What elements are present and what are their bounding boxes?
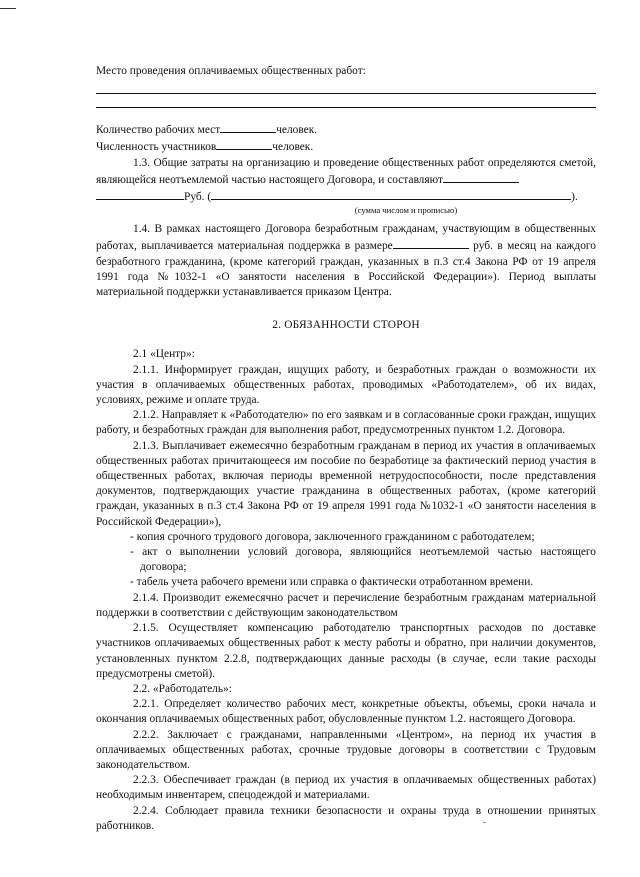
participants-unit: человек. — [272, 141, 314, 154]
clause-1-4-text-a: 1.4. В рамках настоящего Договора безработным гражданам, участвующим в общественных работах, выплачивается материальная поддержка в размере — [96, 223, 596, 253]
list-item: - табель учета рабочего времени или справка о фактически отработанном времени. — [130, 576, 534, 589]
documents-list — [96, 530, 596, 591]
clause-2-1-3: 2.1.3. Выплачивает ежемесячно безработным гражданам в период их участия в оплачиваемых общественных работах причитающееся им пособие по безработице за фактический период участия в общественных работах, включая периоды временной нетрудоспособности, после представления документов, подтверждающих участие гражданина в общественных работах, (кроме категорий граждан, указанных в п.3 ст.4 Закона РФ от 19 апреля 1991 года №1032-1 «О занятости населения в Российской Федерации»), — [96, 439, 596, 528]
workplaces-unit: человек. — [276, 124, 318, 137]
clause-2-1: 2.1 «Центр»: — [133, 348, 195, 361]
clause-2-1-1: 2.1.1. Информирует граждан, ищущих работу, и безработных граждан о возможности их участия в оплачиваемых общественных работах, проводимых «Работодателем», об их видах, условиях, режиме и оплате труда. — [96, 363, 596, 407]
clause-1-3 — [96, 156, 596, 206]
workplaces-label: Количество рабочих мест — [96, 124, 221, 137]
clause-2-2-3: 2.2.3. Обеспечивает граждан (в период их участия в оплачиваемых общественных работах) необходимым инвентарем, спецодеждой и материалами. — [96, 774, 596, 802]
clause-2-1-2: 2.1.2. Направляет к «Работодателю» по его заявкам и в согласованные сроки граждан, ищущих работу, и безработных граждан для выполнения работ, предусмотренных пунктом 1.2. Договора. — [96, 409, 596, 437]
section-2-title: 2. ОБЯЗАННОСТИ СТОРОН — [272, 319, 420, 332]
clause-1-3-blank-b — [96, 188, 184, 200]
list-item: - акт о выполнении условий договора, являющийся неотъемлемой частью настоящего договора; — [130, 546, 596, 574]
sum-caption: (сумма числом и прописью) — [354, 205, 458, 216]
scan-speck — [483, 822, 486, 823]
clause-1-3-close: ). — [571, 191, 578, 204]
clause-1-3-currency: Руб. ( — [184, 191, 212, 204]
clause-2-2-1: 2.2.1. Определяет количество рабочих мест, конкретные объекты, объемы, сроки начала и окончания оплачиваемых общественных работ, обусловленные пунктом 1.2. настоящего Договора. — [96, 698, 596, 726]
clause-2-2: 2.2. «Работодатель»: — [133, 682, 232, 695]
clause-1-3-blank-c — [211, 188, 571, 200]
participants-line — [96, 138, 596, 155]
clause-1-4-blank — [393, 237, 469, 249]
clause-2-1-5: 2.1.5. Осуществляет компенсацию работодателю транспортных расходов по доставке участников оплачиваемых общественных работ к месту работы и обратно, при наличии документов, установленных пунктом 2.2.8, подтверждающих данные расходы (в случае, если такие расходы предусмотрены сметой). — [96, 622, 596, 680]
clause-1-3-text: 1.3. Общие затраты на организацию и проведение общественных работ определяются сметой, являющейся неотъемлемой частью настоящего Договора, и составляют — [96, 156, 596, 186]
workplaces-line — [96, 121, 596, 138]
document-page — [96, 64, 596, 834]
place-label: Место проведения оплачиваемых общественных работ: — [96, 65, 366, 77]
workplaces-blank — [220, 121, 276, 133]
participants-label: Численность участников — [96, 141, 217, 154]
clause-2-1-4: 2.1.4. Производит ежемесячно расчет и перечисление безработным гражданам материальной поддержки в соответствии с действующим законодательством — [96, 591, 596, 619]
page-corner-mark — [0, 8, 16, 9]
participants-blank — [216, 138, 272, 150]
clause-2-2-2: 2.2.2. Заключает с гражданами, направленными «Центром», на период их участия в оплачиваемых общественных работах, срочные трудовые договоры в соответствии с Трудовым законодательством. — [96, 728, 596, 771]
clause-1-4 — [96, 222, 596, 300]
clause-2-2-4: 2.2.4. Соблюдает правила техники безопасности и охраны труда в отношении принятых работников. — [96, 804, 596, 832]
clause-1-4-text-b: руб. в месяц на каждого безработного гражданина, (кроме категорий граждан, указанных в п.3 ст.4 Закона РФ от 19 апреля 1991 года №1032-1 «О занятости населения в Российской Федерации»). Период выплаты материальной поддержки устанавливается приказом Центра. — [96, 240, 596, 299]
list-item: - копия срочного трудового договора, заключенного гражданином с работодателем; — [130, 530, 535, 543]
clause-1-3-blank-a — [443, 171, 519, 183]
